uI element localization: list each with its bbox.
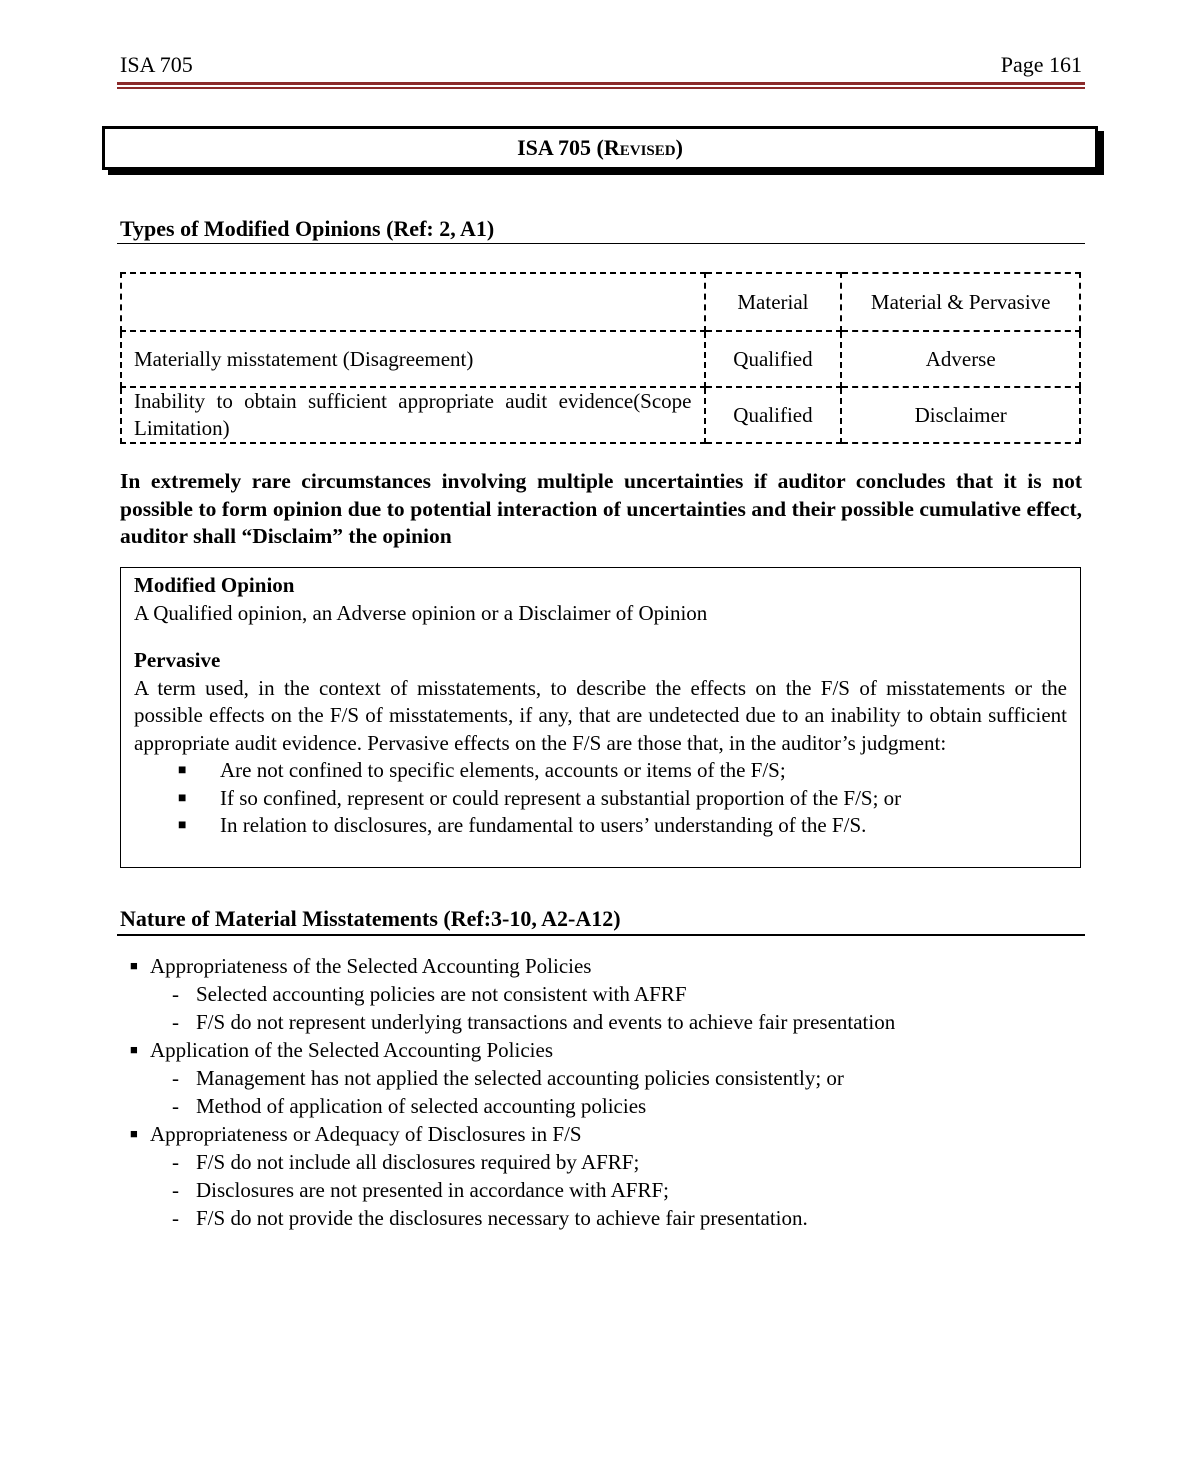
- group-title: Application of the Selected Accounting Policies: [150, 1038, 553, 1062]
- header-rule-secondary: [117, 87, 1085, 89]
- page-header: [120, 52, 1082, 80]
- table-row-label: Inability to obtain sufficient appropriate audit evidence(Scope Limitation): [121, 387, 705, 443]
- list-item-text: F/S do not represent underlying transactions and events to achieve fair presentation: [196, 1010, 896, 1034]
- list-item: [120, 1092, 1082, 1120]
- bullet-icon: ■: [178, 763, 187, 778]
- table-cell-pervasive: Disclaimer: [841, 387, 1080, 443]
- definitions-box: [120, 567, 1081, 868]
- list-item: [120, 952, 1082, 980]
- list-item: [120, 1036, 1082, 1064]
- dash-icon: -: [172, 1010, 179, 1034]
- list-item-text: In relation to disclosures, are fundamental to users’ understanding of the F/S.: [220, 813, 867, 837]
- list-item: [120, 1204, 1082, 1232]
- bullet-icon: ■: [178, 790, 187, 806]
- group-title: Appropriateness of the Selected Accounting Policies: [150, 954, 592, 978]
- modified-opinion-text: A Qualified opinion, an Adverse opinion or a Disclaimer of Opinion: [134, 600, 708, 625]
- dash-icon: -: [172, 982, 179, 1006]
- dash-icon: -: [172, 1206, 179, 1230]
- modified-opinion-heading: Modified Opinion: [134, 573, 295, 597]
- list-item: [134, 812, 1067, 840]
- header-rule: [117, 82, 1085, 85]
- table-header-cell-empty: [121, 273, 705, 331]
- list-item: [120, 980, 1082, 1008]
- nature-heading: Nature of Material Misstatements (Ref:3-10, A2-A12): [120, 906, 621, 931]
- list-item-text: Management has not applied the selected accounting policies consistently; or: [196, 1066, 844, 1090]
- list-item-text: Method of application of selected accounting policies: [196, 1094, 647, 1118]
- dash-icon: -: [172, 1150, 179, 1174]
- header-page-number: Page 161: [1000, 52, 1082, 77]
- table-cell-material: Qualified: [705, 387, 842, 443]
- header-document-code: ISA 705: [120, 52, 193, 77]
- list-item-text: F/S do not provide the disclosures necessary to achieve fair presentation.: [196, 1206, 808, 1230]
- bullet-icon: ■: [130, 1042, 138, 1057]
- types-heading-rule: [117, 243, 1085, 244]
- list-item: [120, 1176, 1082, 1204]
- table-header-row: [121, 273, 1080, 331]
- list-item: [134, 757, 1067, 785]
- modified-opinions-table: [120, 272, 1081, 444]
- list-item: [120, 1008, 1082, 1036]
- table-cell-material: Qualified: [705, 331, 842, 387]
- bullet-icon: ■: [178, 818, 187, 833]
- dash-icon: -: [172, 1066, 179, 1090]
- table-cell-pervasive: Adverse: [841, 331, 1080, 387]
- table-row: [121, 331, 1080, 387]
- dash-icon: -: [172, 1094, 179, 1118]
- nature-heading-rule: [117, 934, 1085, 936]
- nature-list: [120, 952, 1082, 1232]
- bullet-icon: ■: [130, 1126, 138, 1141]
- table-row: [121, 387, 1080, 443]
- list-item-text: If so confined, represent or could represent a substantial proportion of the F/S; or: [220, 785, 902, 810]
- list-item-text: Disclosures are not presented in accordance with AFRF;: [196, 1178, 669, 1202]
- title-close: ): [675, 135, 683, 160]
- types-heading: Types of Modified Opinions (Ref: 2, A1): [120, 216, 495, 241]
- table-row-label: Materially misstatement (Disagreement): [121, 331, 705, 387]
- table-header-material-pervasive: Material & Pervasive: [841, 273, 1080, 331]
- list-item: [120, 1148, 1082, 1176]
- bullet-icon: ■: [130, 958, 138, 973]
- list-item-text: Are not confined to specific elements, accounts or items of the F/S;: [220, 758, 786, 782]
- dash-icon: -: [172, 1178, 179, 1202]
- group-title: Appropriateness or Adequacy of Disclosures in F/S: [150, 1122, 582, 1146]
- list-item: [120, 1120, 1082, 1148]
- list-item: [134, 785, 1067, 813]
- title-main: ISA 705 (: [517, 135, 604, 160]
- pervasive-heading: Pervasive: [134, 648, 221, 672]
- page-title: [102, 126, 1098, 170]
- rare-circumstances-paragraph: In extremely rare circumstances involving multiple uncertainties if auditor concludes that it is not possible to form opinion due to potential interaction of uncertainties and their possible cumulative effect, auditor shall “Disclaim” the opinion: [120, 469, 1082, 548]
- list-item-text: Selected accounting policies are not consistent with AFRF: [196, 982, 687, 1006]
- table-header-material: Material: [705, 273, 842, 331]
- pervasive-criteria-list: [134, 757, 1067, 840]
- list-item: [120, 1064, 1082, 1092]
- pervasive-text: A term used, in the context of misstatements, to describe the effects on the F/S of misstatements or the possible effects on the F/S of misstatements, if any, that are undetected due to an inability to obtain sufficient appropriate audit evidence. Pervasive effects on the F/S are those that, in the auditor’s judgment:: [134, 675, 1067, 755]
- list-item-text: F/S do not include all disclosures required by AFRF;: [196, 1150, 640, 1174]
- title-small-caps: Revised: [603, 135, 676, 160]
